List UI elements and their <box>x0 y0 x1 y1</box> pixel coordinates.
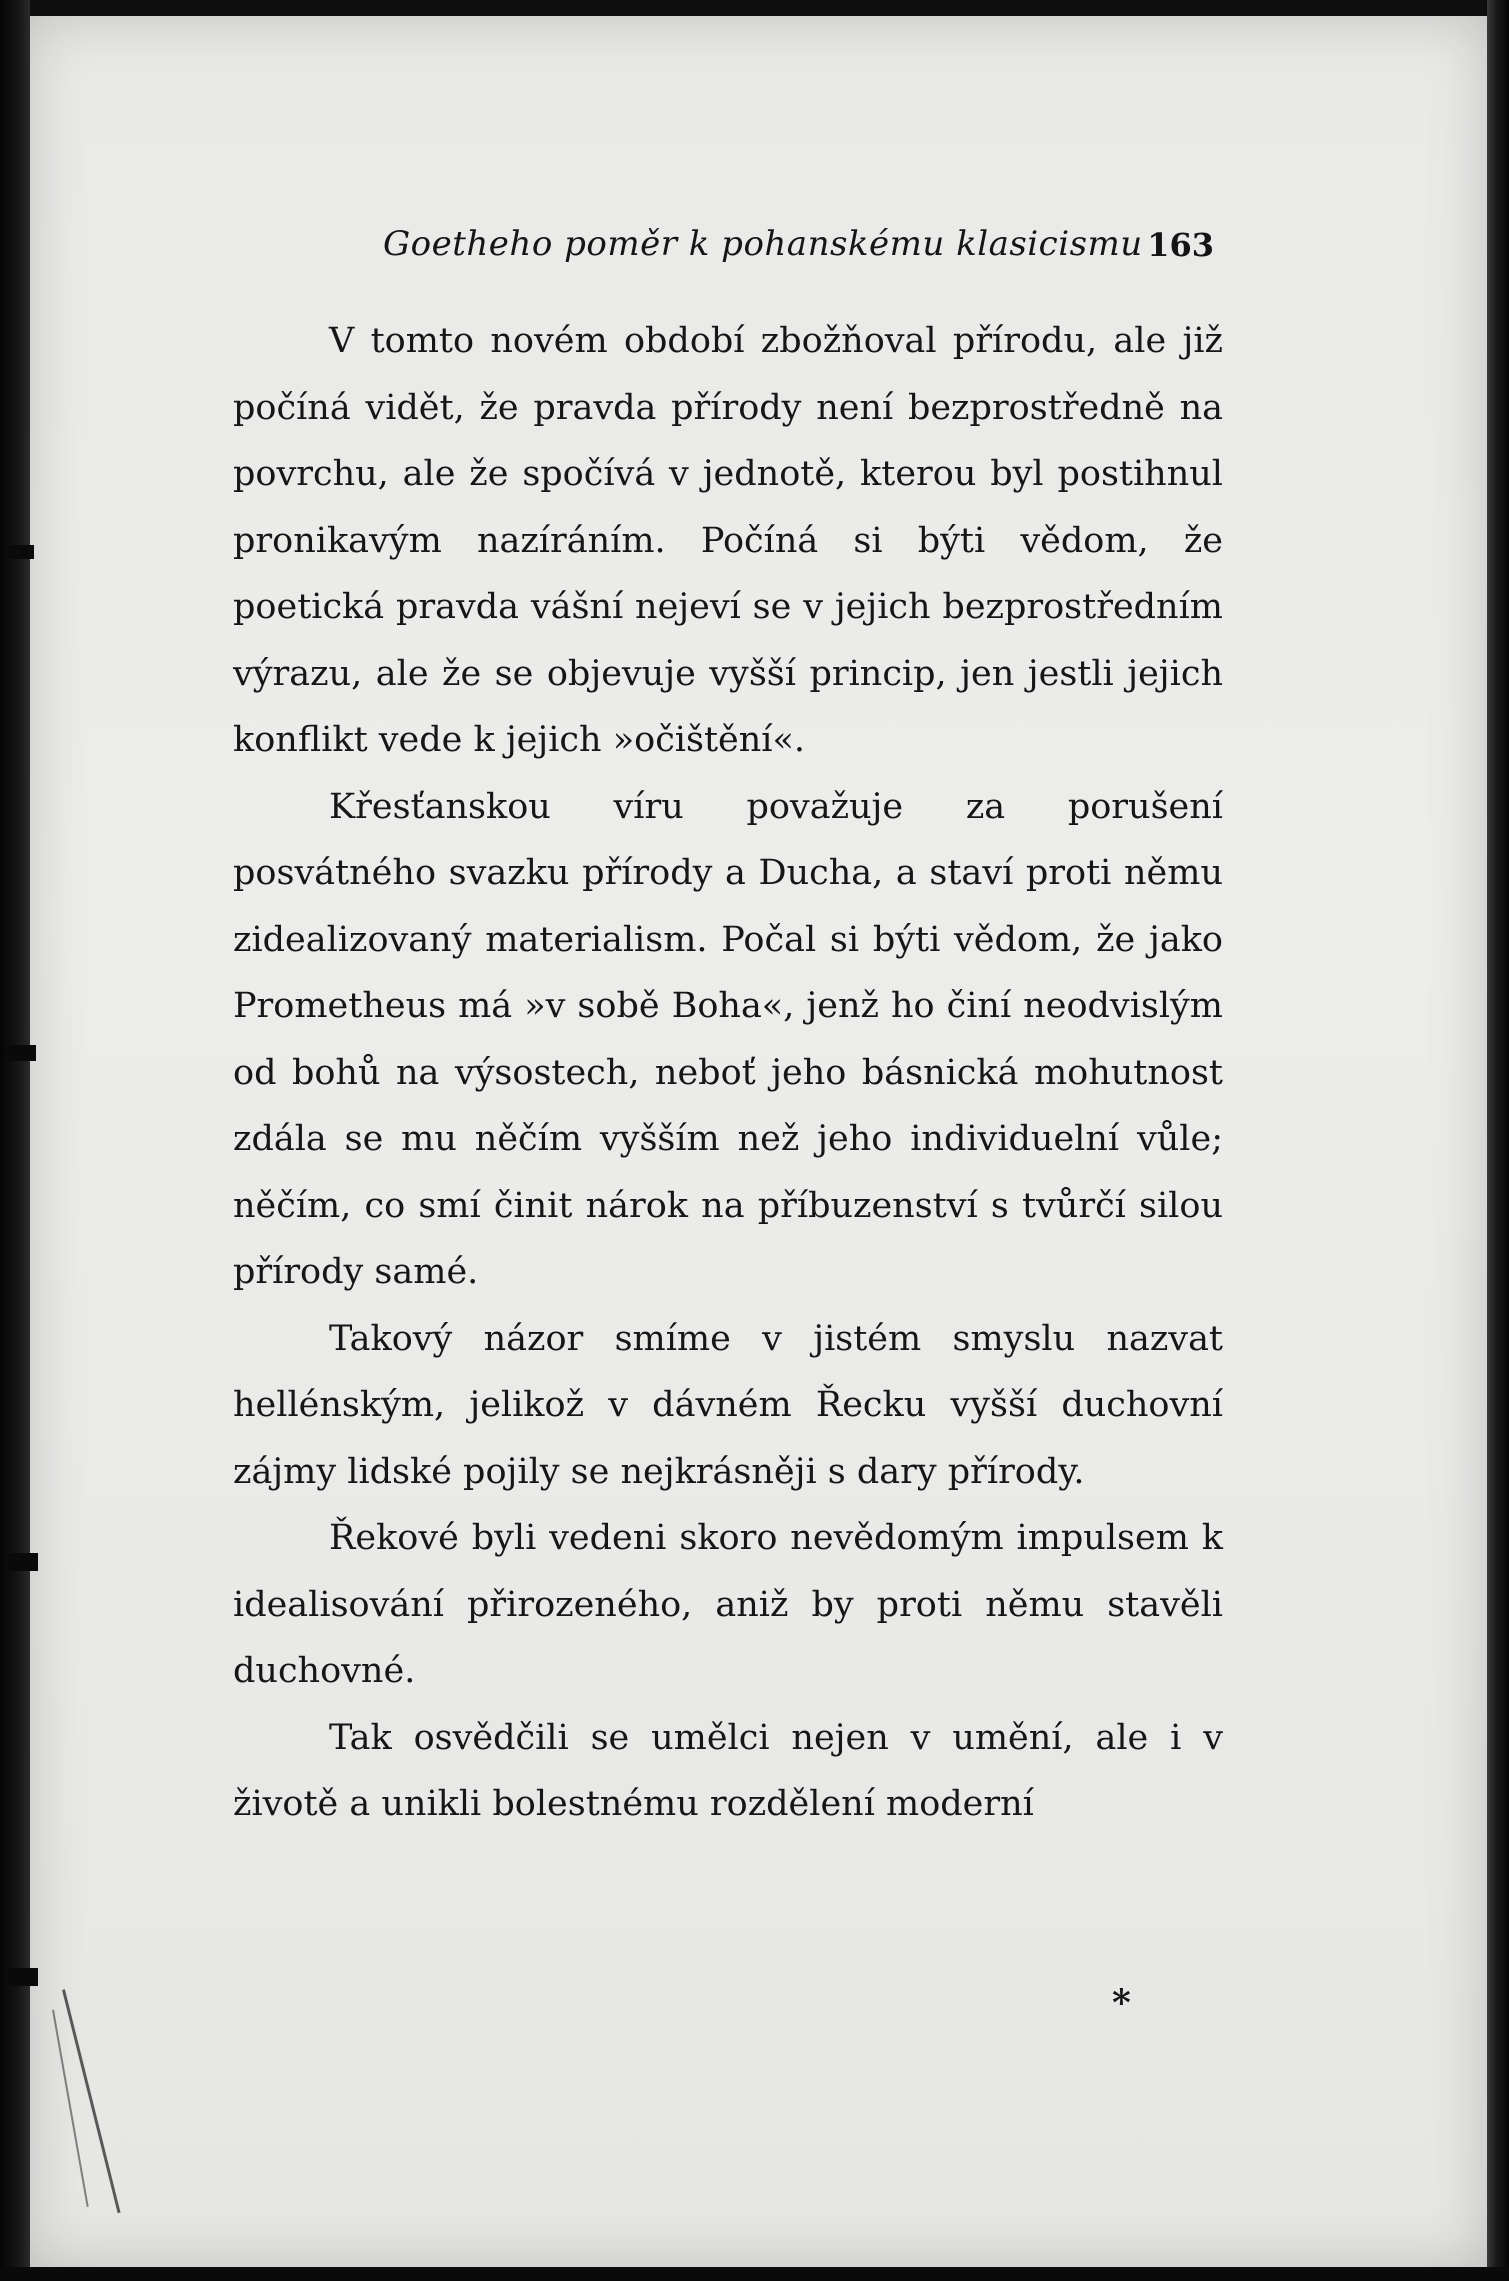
paragraph: Takový názor smíme v jistém smyslu nazvat hellénským, jelikož v dávném Řecku vyšší duchovní zájmy lidské pojily se nejkrásněji s dary přírody. <box>233 1318 1223 1492</box>
page-number: 163 <box>1147 226 1214 264</box>
paragraph: Křesťanskou víru považuje za porušení posvátného svazku přírody a Ducha, a staví proti němu zidealizovaný materialism. Počal si býti vědom, že jako Prometheus má »v sobě Boha«, jenž ho činí neodvislým od bohů na výsostech, neboť jeho básnická mohutnost zdála se mu něčím vyšším než jeho individuelní vůle; něčím, co smí činit nárok na příbuzenství s tvůrčí silou přírody samé. <box>233 786 1223 1292</box>
paragraph: Tak osvědčili se umělci nejen v umění, ale i v životě a unikli bolestnému rozdělení moderní <box>233 1717 1223 1824</box>
footnote-mark: * <box>1112 1982 1131 2024</box>
binding-mark <box>6 1045 36 1061</box>
paragraph: V tomto novém období zbožňoval přírodu, ale již počíná vidět, že pravda přírody není bezprostředně na povrchu, ale že spočívá v jednotě, kterou byl postihnul pronikavým nazíráním. Počíná si býti vědom, že poetická pravda vášní nejeví se v jejich bezprostředním výrazu, ale že se objevuje vyšší princip, jen jestli jejich konflikt vede k jejich »očištění«. <box>233 321 1223 760</box>
body-text <box>233 308 1223 1838</box>
running-title: Goetheho poměr k pohanskému klasicismu <box>383 224 1143 264</box>
binding-mark <box>4 1968 38 1986</box>
paragraph: Řekové byli vedeni skoro nevědomým impulsem k idealisování přirozeného, aniž by proti němu stavěli duchovné. <box>233 1518 1223 1691</box>
binding-mark <box>8 545 34 559</box>
binding-edge <box>0 0 30 2281</box>
binding-mark <box>4 1553 38 1571</box>
page-edge-right <box>1487 0 1509 2281</box>
page-header <box>375 218 1220 278</box>
page-edge-bottom <box>0 2267 1509 2281</box>
